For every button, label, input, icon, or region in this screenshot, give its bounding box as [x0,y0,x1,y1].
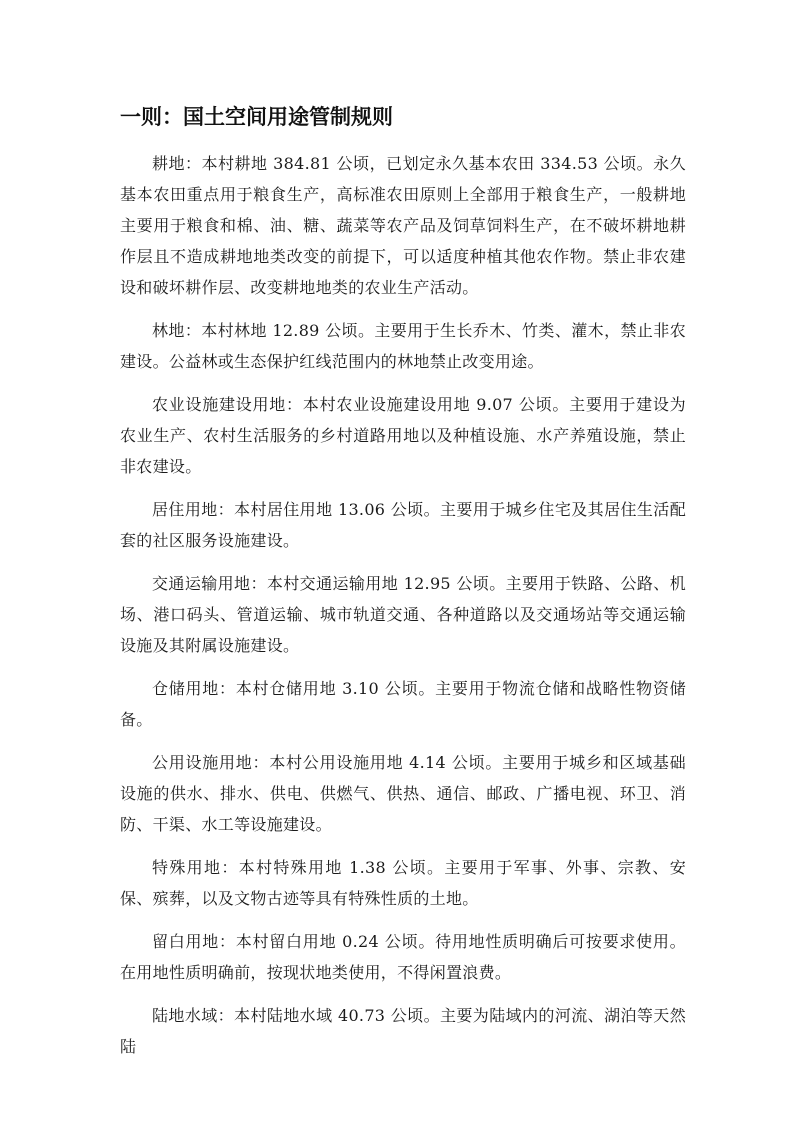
paragraph-storage-land: 仓储用地：本村仓储用地 3.10 公顷。主要用于物流仓储和战略性物资储备。 [120,679,686,729]
paragraph-land-water-area: 陆地水域：本村陆地水域 40.73 公顷。主要为陆域内的河流、湖泊等天然陆 [120,1006,686,1056]
paragraph-public-utility-land: 公用设施用地：本村公用设施用地 4.14 公顷。主要用于城乡和区域基础设施的供水、排水、供电、供燃气、供热、通信、邮政、广播电视、环卫、消防、干渠、水工等设施建设。 [120,753,686,834]
section-heading: 一则：国土空间用途管制规则 [120,105,393,129]
body-text [120,148,686,1074]
paragraph-residential-land: 居住用地：本村居住用地 13.06 公顷。主要用于城乡住宅及其居住生活配套的社区服务设施建设。 [120,500,686,550]
paragraph-agricultural-facility-land: 农业设施建设用地：本村农业设施建设用地 9.07 公顷。主要用于建设为农业生产、农村生活服务的乡村道路用地以及种植设施、水产养殖设施，禁止非农建设。 [120,395,686,476]
paragraph-special-land: 特殊用地：本村特殊用地 1.38 公顷。主要用于军事、外事、宗教、安保、殡葬，以及文物古迹等具有特殊性质的土地。 [120,858,686,908]
paragraph-forestland: 林地：本村林地 12.89 公顷。主要用于生长乔木、竹类、灌木，禁止非农建设。公益林或生态保护红线范围内的林地禁止改变用途。 [120,321,686,371]
paragraph-reserved-land: 留白用地：本村留白用地 0.24 公顷。待用地性质明确后可按要求使用。在用地性质明确前，按现状地类使用，不得闲置浪费。 [120,932,686,982]
paragraph-cropland: 耕地：本村耕地 384.81 公顷，已划定永久基本农田 334.53 公顷。永久基本农田重点用于粮食生产，高标准农田原则上全部用于粮食生产，一般耕地主要用于粮食和棉、油、糖、蔬菜等农产品及饲草饲料生产，在不破坏耕地耕作层且不造成耕地地类改变的前提下，可以适度种植其他农作物。禁止非农建设和破坏耕作层、改变耕地地类的农业生产活动。 [120,154,686,297]
paragraph-transport-land: 交通运输用地：本村交通运输用地 12.95 公顷。主要用于铁路、公路、机场、港口码头、管道运输、城市轨道交通、各种道路以及交通场站等交通运输设施及其附属设施建设。 [120,574,686,655]
